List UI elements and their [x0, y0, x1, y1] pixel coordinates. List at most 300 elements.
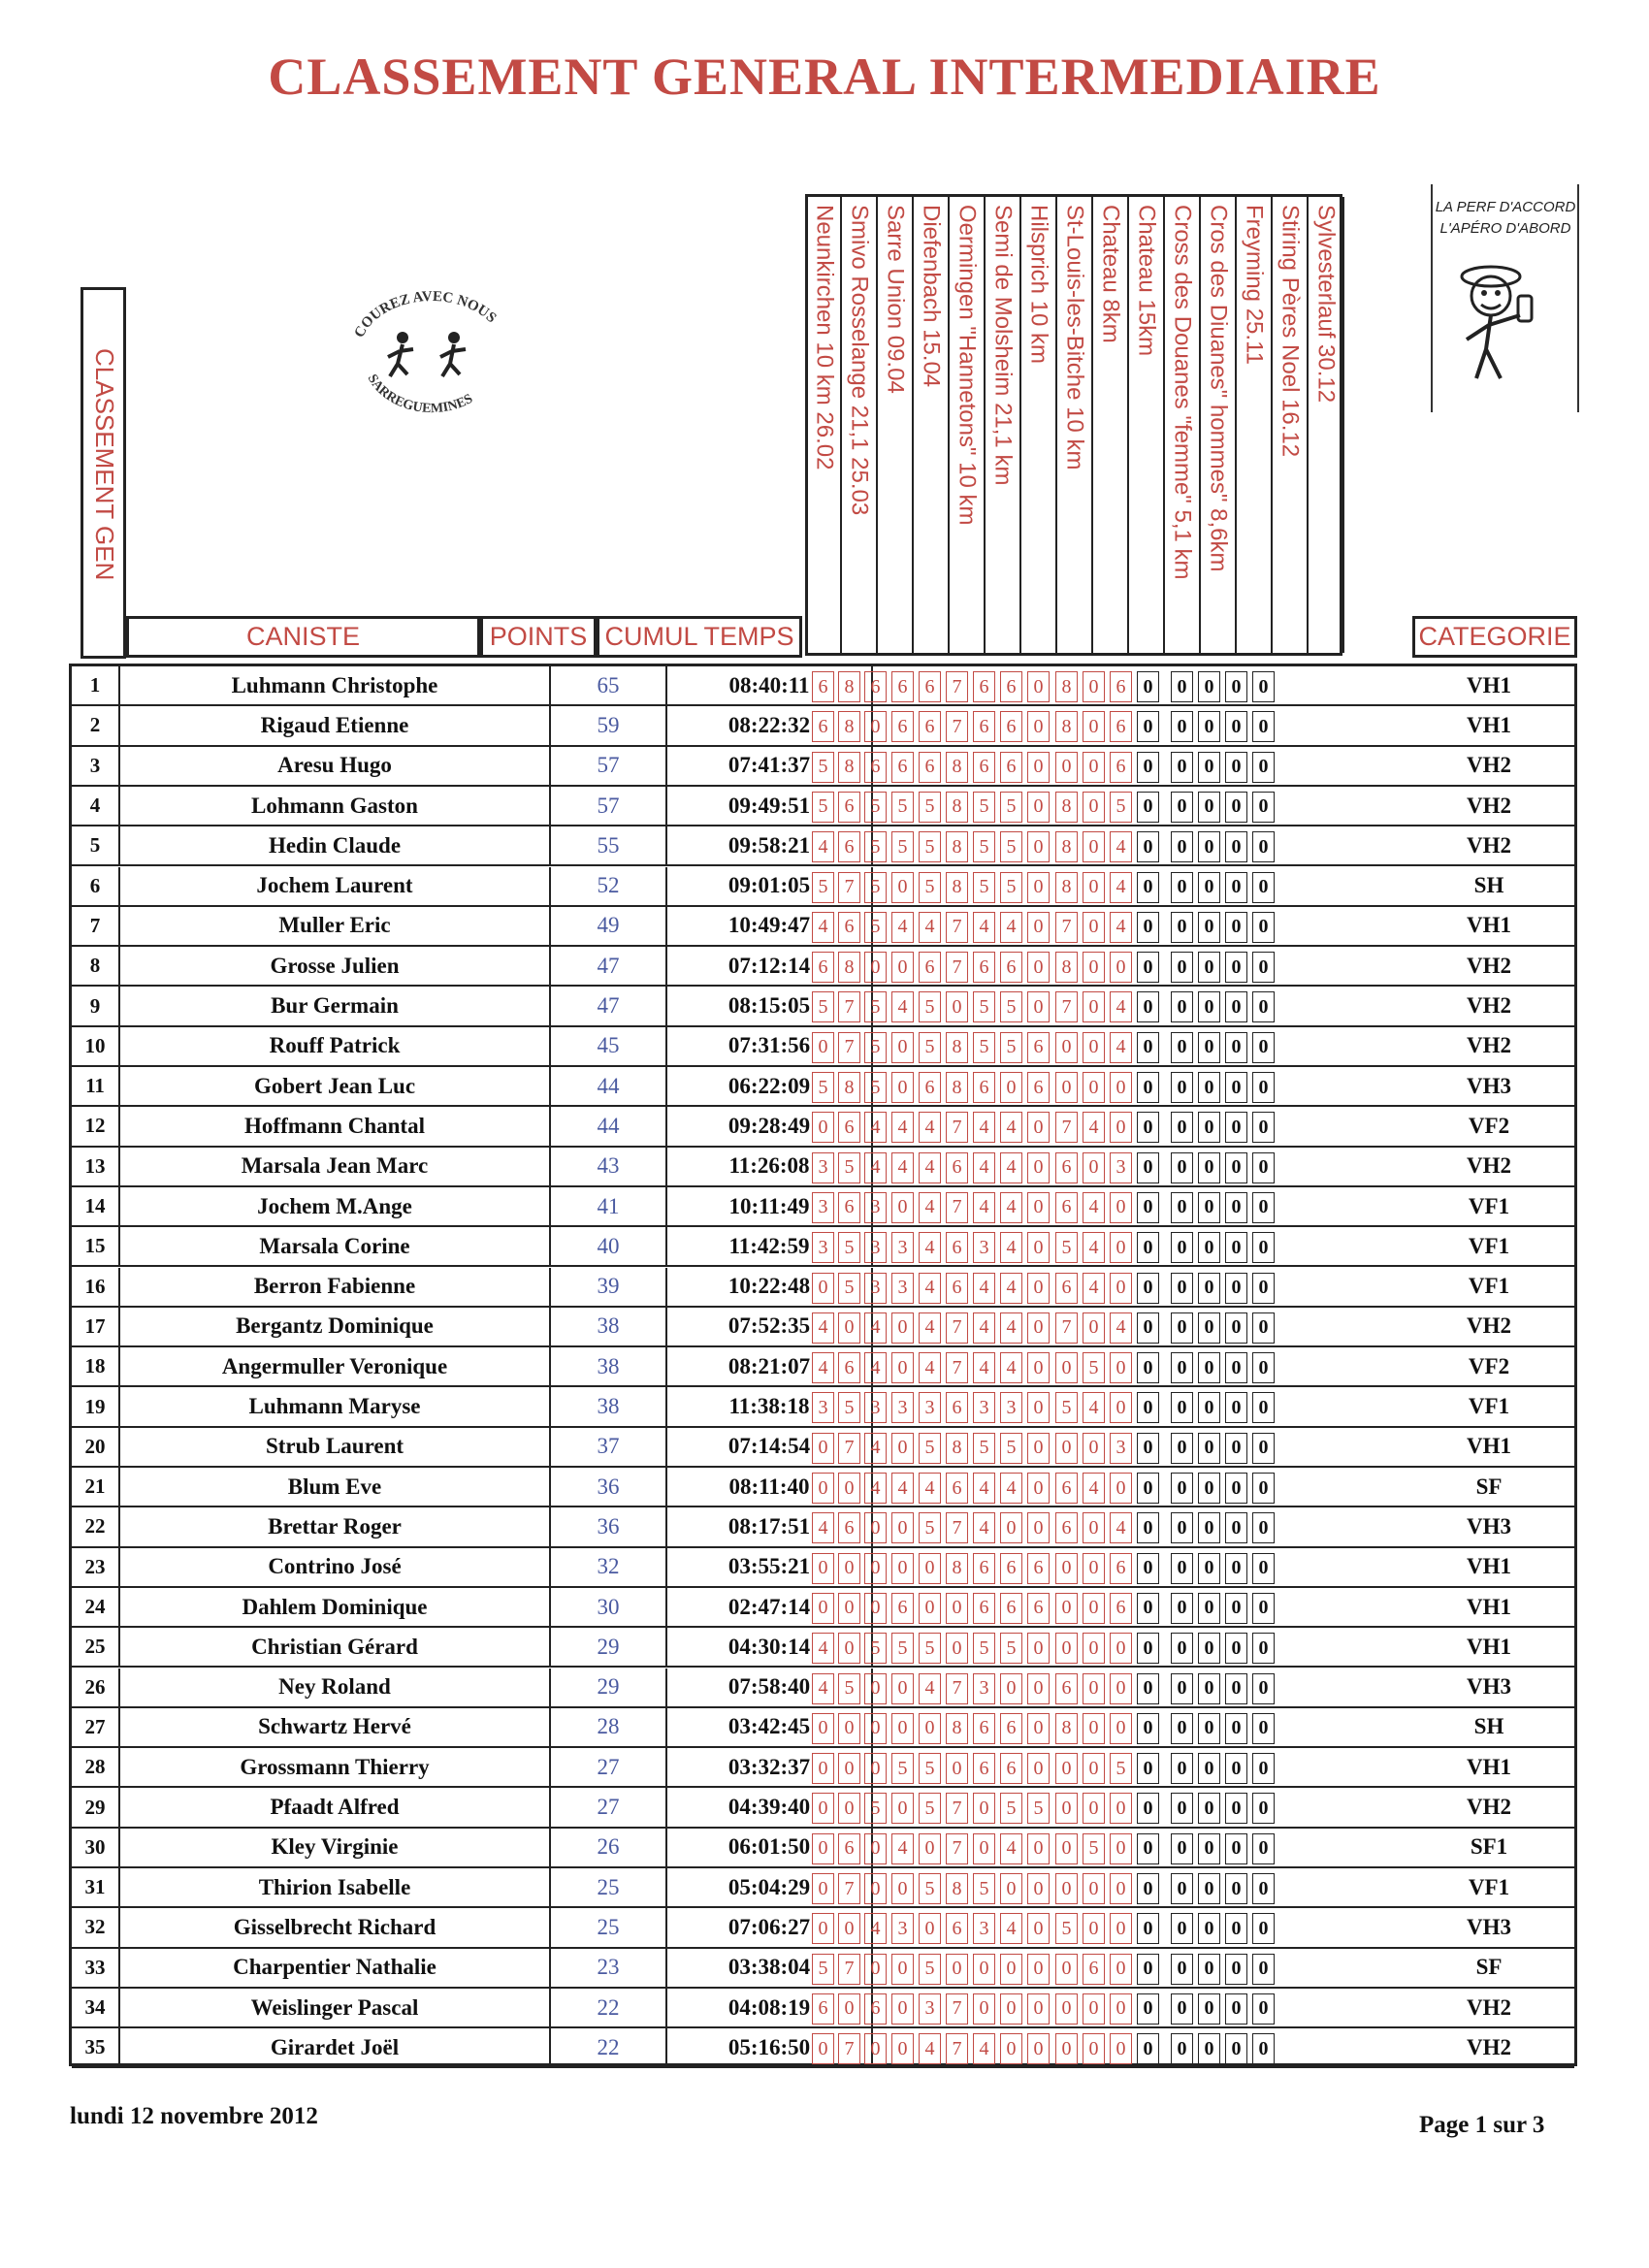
score-cell: 4: [1110, 1512, 1132, 1543]
score-cell: 3: [1110, 1433, 1132, 1464]
score-cell: 0: [1137, 1232, 1159, 1263]
score-cell: 4: [1083, 1273, 1105, 1304]
time-cell: 09:01:05: [667, 867, 873, 905]
score-cell: 4: [919, 1112, 941, 1143]
score-cell: 5: [919, 792, 941, 823]
score-cell: 0: [1055, 1593, 1078, 1624]
score-cell: 4: [1110, 991, 1132, 1022]
score-cell: 0: [1252, 1032, 1275, 1063]
score-cell: 0: [1198, 711, 1220, 742]
score-cell: 0: [1252, 1593, 1275, 1624]
score-cell: 0: [1110, 1232, 1132, 1263]
score-cell: 0: [1225, 991, 1247, 1022]
score-cell: 5: [891, 1633, 914, 1664]
time-cell: 02:47:14: [667, 1588, 873, 1626]
rank-cell: 7: [72, 907, 120, 945]
score-cell: 4: [891, 991, 914, 1022]
score-cell: 4: [864, 1913, 887, 1944]
score-cell: 0: [1171, 1993, 1193, 2025]
score-cell: 5: [973, 1873, 995, 1904]
race-header-label: Sylvesterlauf 30.12: [1312, 205, 1340, 404]
score-cell: 0: [1198, 1512, 1220, 1543]
rank-cell: 27: [72, 1708, 120, 1746]
score-cell: 0: [1198, 671, 1220, 702]
rank-cell: 29: [72, 1788, 120, 1826]
score-cell: 7: [946, 1833, 968, 1864]
ranking-table: [69, 664, 1577, 2066]
score-cell: 6: [1055, 1152, 1078, 1183]
score-cell: 0: [838, 1473, 860, 1504]
table-row: [72, 1628, 1574, 1668]
table-row: [72, 747, 1574, 787]
score-cell: 0: [1027, 671, 1050, 702]
score-cell: 0: [1252, 1713, 1275, 1744]
category-cell: VH3: [1467, 1674, 1511, 1700]
score-cell: 0: [1137, 792, 1159, 823]
score-cell: 0: [1000, 1673, 1022, 1704]
score-cell: 0: [1198, 1993, 1220, 2025]
score-cell: 4: [812, 1673, 834, 1704]
score-cell: 4: [864, 1352, 887, 1383]
score-cell: 4: [919, 2033, 941, 2064]
score-cell: 6: [838, 831, 860, 862]
score-cell: 4: [919, 912, 941, 943]
score-cell: 5: [838, 1392, 860, 1423]
points-cell: 27: [551, 1788, 667, 1826]
time-cell: 04:08:19: [667, 1989, 873, 2026]
score-cell: 4: [973, 1192, 995, 1223]
score-cell: 8: [946, 1032, 968, 1063]
table-row: [72, 1748, 1574, 1788]
score-cell: 6: [1000, 1753, 1022, 1784]
category-cell: VF1: [1468, 1233, 1510, 1258]
rank-cell: 34: [72, 1989, 120, 2026]
score-cell: 0: [973, 1954, 995, 1985]
score-cell: 8: [946, 1713, 968, 1744]
score-cell: 4: [1110, 872, 1132, 903]
score-cell: 0: [1027, 1873, 1050, 1904]
score-cell: 4: [973, 1512, 995, 1543]
race-header-6: [986, 197, 1021, 653]
score-cell: 0: [1027, 1954, 1050, 1985]
score-cell: 0: [891, 1032, 914, 1063]
score-cell: 4: [1000, 912, 1022, 943]
score-cell: 6: [1110, 1553, 1132, 1584]
name-cell: Luhmann Christophe: [120, 666, 551, 704]
score-cell: 0: [1171, 1673, 1193, 1704]
name-cell: Hedin Claude: [120, 826, 551, 864]
score-cell: 0: [1137, 872, 1159, 903]
score-cell: 4: [1000, 1473, 1022, 1504]
score-cell: 6: [1110, 671, 1132, 702]
score-cell: 0: [1252, 1473, 1275, 1504]
score-cell: 6: [838, 1112, 860, 1143]
race-header-label: Stiring Pères Noel 16.12: [1277, 205, 1304, 458]
score-cell: 0: [1027, 1232, 1050, 1263]
score-cell: 4: [1000, 1232, 1022, 1263]
score-cell: 4: [864, 1312, 887, 1344]
score-cell: 3: [864, 1273, 887, 1304]
score-cell: 8: [1055, 872, 1078, 903]
score-cell: 6: [864, 671, 887, 702]
score-cell: 0: [1252, 991, 1275, 1022]
time-cell: 11:42:59: [667, 1227, 873, 1265]
score-cell: 0: [1252, 1312, 1275, 1344]
score-cell: 7: [946, 1993, 968, 2025]
score-cell: 0: [1171, 792, 1193, 823]
points-cell: 39: [551, 1268, 667, 1306]
score-cell: 7: [1055, 912, 1078, 943]
points-cell: 52: [551, 867, 667, 905]
score-cell: 6: [946, 1913, 968, 1944]
score-cell: 0: [1083, 1512, 1105, 1543]
score-cell: 0: [1110, 2033, 1132, 2064]
club-logo-right: [1431, 184, 1579, 412]
score-cell: 5: [838, 1273, 860, 1304]
score-cell: 3: [864, 1232, 887, 1263]
score-cell: 0: [1198, 1833, 1220, 1864]
score-cell: 4: [973, 1312, 995, 1344]
points-cell: 40: [551, 1227, 667, 1265]
score-cell: 0: [1137, 1633, 1159, 1664]
score-cell: 0: [812, 1473, 834, 1504]
score-cell: 5: [1055, 1232, 1078, 1263]
score-cell: 4: [1000, 1273, 1022, 1304]
score-cell: 0: [1225, 1673, 1247, 1704]
score-cell: 0: [1171, 831, 1193, 862]
score-cell: 6: [812, 671, 834, 702]
score-cell: 3: [812, 1192, 834, 1223]
rank-cell: 15: [72, 1227, 120, 1265]
category-cell: VH1: [1467, 1754, 1511, 1779]
score-cell: 0: [1225, 1072, 1247, 1103]
score-cell: 0: [1000, 1512, 1022, 1543]
score-cell: 0: [1083, 1713, 1105, 1744]
score-cell: 3: [1000, 1392, 1022, 1423]
score-cell: 0: [1083, 1312, 1105, 1344]
score-cell: 6: [812, 711, 834, 742]
score-cell: 0: [1225, 1633, 1247, 1664]
score-cell: 0: [891, 1072, 914, 1103]
score-cell: 4: [812, 1312, 834, 1344]
score-cell: 0: [1252, 1352, 1275, 1383]
score-cell: 0: [1171, 1793, 1193, 1824]
score-cell: 0: [812, 1753, 834, 1784]
score-cell: 6: [838, 1352, 860, 1383]
time-cell: 08:22:32: [667, 706, 873, 744]
score-cell: 6: [891, 752, 914, 783]
score-cell: 6: [1000, 1713, 1022, 1744]
score-cell: 0: [812, 1913, 834, 1944]
score-cell: 6: [1027, 1593, 1050, 1624]
score-cell: 0: [1137, 912, 1159, 943]
score-cell: 6: [1055, 1192, 1078, 1223]
points-cell: 22: [551, 2028, 667, 2066]
category-cell: VF2: [1468, 1353, 1510, 1378]
score-cell: 4: [919, 1152, 941, 1183]
score-cell: 3: [891, 1273, 914, 1304]
time-cell: 03:32:37: [667, 1748, 873, 1786]
score-cell: 6: [946, 1273, 968, 1304]
score-cell: 0: [1027, 1713, 1050, 1744]
score-cell: 0: [1171, 1593, 1193, 1624]
category-cell: VF1: [1468, 1193, 1510, 1218]
category-cell: VH1: [1467, 1554, 1511, 1579]
rank-cell: 22: [72, 1507, 120, 1545]
name-cell: Angermuller Veronique: [120, 1347, 551, 1385]
name-cell: Bergantz Dominique: [120, 1308, 551, 1345]
score-cell: 0: [1083, 1753, 1105, 1784]
score-cell: 6: [946, 1392, 968, 1423]
rank-cell: 26: [72, 1669, 120, 1706]
time-cell: 06:01:50: [667, 1829, 873, 1866]
score-cell: 6: [1000, 671, 1022, 702]
score-cell: 5: [1110, 1753, 1132, 1784]
table-row: [72, 987, 1574, 1026]
score-cell: 0: [1198, 1352, 1220, 1383]
name-cell: Jochem Laurent: [120, 867, 551, 905]
score-cell: 0: [1171, 1352, 1193, 1383]
score-cell: 0: [1198, 1312, 1220, 1344]
score-cell: 0: [1225, 1873, 1247, 1904]
time-cell: 07:31:56: [667, 1027, 873, 1065]
time-cell: 07:52:35: [667, 1308, 873, 1345]
score-cell: 4: [1000, 1913, 1022, 1944]
score-cell: 0: [1083, 1433, 1105, 1464]
score-cell: 0: [1171, 671, 1193, 702]
category-cell: VH2: [1467, 1033, 1511, 1058]
score-cell: 6: [891, 1593, 914, 1624]
race-header-7: [1021, 197, 1057, 653]
score-cell: 0: [1083, 952, 1105, 983]
score-cell: 5: [1000, 831, 1022, 862]
score-cell: 0: [1055, 1553, 1078, 1584]
race-header-label: Neunkirchen 10 km 26.02: [811, 205, 838, 470]
score-cell: 5: [1000, 1433, 1022, 1464]
score-cell: 0: [1171, 1753, 1193, 1784]
score-cell: 0: [1252, 1273, 1275, 1304]
score-cell: 4: [891, 1833, 914, 1864]
score-cell: 3: [891, 1913, 914, 1944]
points-cell: 44: [551, 1107, 667, 1145]
score-cell: 4: [864, 1152, 887, 1183]
score-cell: 0: [864, 1954, 887, 1985]
score-cell: 0: [1225, 1312, 1247, 1344]
score-cell: 0: [838, 1633, 860, 1664]
score-cell: 0: [919, 1913, 941, 1944]
score-cell: 6: [838, 1192, 860, 1223]
rank-cell: 24: [72, 1588, 120, 1626]
header-cumul-temps: CUMUL TEMPS: [597, 616, 802, 658]
category-cell: VH3: [1467, 1914, 1511, 1939]
score-cell: 6: [946, 1232, 968, 1263]
score-cell: 0: [1027, 752, 1050, 783]
score-cell: 5: [1055, 1392, 1078, 1423]
score-cell: 5: [1000, 792, 1022, 823]
table-row: [72, 1067, 1574, 1107]
score-cell: 0: [1225, 1512, 1247, 1543]
score-cell: 6: [973, 1713, 995, 1744]
score-cell: 0: [1110, 1273, 1132, 1304]
score-cell: 5: [973, 1032, 995, 1063]
score-cell: 0: [1198, 912, 1220, 943]
score-cell: 0: [1198, 1112, 1220, 1143]
score-cell: 0: [891, 1993, 914, 2025]
name-cell: Girardet Joël: [120, 2028, 551, 2066]
score-cell: 6: [1000, 711, 1022, 742]
svg-text:SARREGUEMINES: [365, 373, 476, 417]
score-cell: 0: [1225, 792, 1247, 823]
points-cell: 25: [551, 1868, 667, 1906]
score-cell: 7: [838, 1873, 860, 1904]
score-cell: 3: [1110, 1152, 1132, 1183]
name-cell: Thirion Isabelle: [120, 1868, 551, 1906]
logo-left-text-top: COUREZ AVEC NOUS: [351, 288, 500, 340]
score-cell: 0: [1252, 1913, 1275, 1944]
score-cell: 6: [1110, 752, 1132, 783]
score-cell: 0: [838, 1753, 860, 1784]
score-cell: 0: [1137, 1553, 1159, 1584]
name-cell: Schwartz Hervé: [120, 1708, 551, 1746]
score-cell: 5: [838, 1152, 860, 1183]
score-cell: 0: [973, 1833, 995, 1864]
score-cell: 4: [973, 2033, 995, 2064]
score-cell: 0: [1137, 1954, 1159, 1985]
score-cell: 0: [1027, 952, 1050, 983]
rank-cell: 19: [72, 1387, 120, 1425]
score-cell: 7: [946, 952, 968, 983]
score-cell: 0: [1225, 1833, 1247, 1864]
score-cell: 5: [864, 831, 887, 862]
score-cell: 0: [1000, 1072, 1022, 1103]
score-cell: 0: [1171, 912, 1193, 943]
score-cell: 5: [973, 831, 995, 862]
table-row: [72, 1308, 1574, 1347]
score-cell: 0: [1137, 1593, 1159, 1624]
score-cell: 5: [812, 991, 834, 1022]
score-cell: 0: [1252, 1954, 1275, 1985]
score-cell: 0: [1110, 1473, 1132, 1504]
score-cell: 0: [919, 1713, 941, 1744]
score-cell: 6: [1000, 952, 1022, 983]
score-cell: 4: [1000, 1352, 1022, 1383]
score-cell: 4: [891, 1473, 914, 1504]
score-cell: 0: [1110, 1913, 1132, 1944]
category-cell: VH1: [1467, 712, 1511, 737]
score-cell: 4: [864, 1433, 887, 1464]
score-cell: 0: [891, 952, 914, 983]
score-cell: 3: [812, 1392, 834, 1423]
score-cell: 5: [919, 872, 941, 903]
score-cell: 0: [812, 1112, 834, 1143]
points-cell: 29: [551, 1628, 667, 1666]
score-cell: 8: [1055, 1713, 1078, 1744]
score-cell: 0: [812, 1873, 834, 1904]
score-cell: 0: [1055, 752, 1078, 783]
name-cell: Weislinger Pascal: [120, 1989, 551, 2026]
race-header-label: Sarre Union 09.04: [882, 205, 909, 394]
score-cell: 7: [838, 1433, 860, 1464]
race-header-label: Semi de Molsheim 21,1 km: [989, 205, 1017, 486]
score-cell: 0: [864, 711, 887, 742]
score-cell: 0: [1252, 711, 1275, 742]
score-cell: 4: [1000, 1312, 1022, 1344]
score-cell: 0: [1198, 1673, 1220, 1704]
score-cell: 7: [1055, 1112, 1078, 1143]
score-cell: 8: [946, 1433, 968, 1464]
score-cell: 0: [1027, 1913, 1050, 1944]
score-cell: 7: [946, 1192, 968, 1223]
score-cell: 4: [919, 1473, 941, 1504]
category-cell: VH2: [1467, 753, 1511, 778]
score-cell: 0: [973, 1793, 995, 1824]
score-cell: 0: [891, 1673, 914, 1704]
score-cell: 0: [1083, 2033, 1105, 2064]
score-cell: 0: [1225, 1793, 1247, 1824]
score-cell: 0: [1137, 1392, 1159, 1423]
score-cell: 0: [864, 1673, 887, 1704]
score-cell: 0: [1027, 1192, 1050, 1223]
score-cell: 3: [973, 1913, 995, 1944]
points-cell: 36: [551, 1507, 667, 1545]
score-cell: 6: [812, 1993, 834, 2025]
score-cell: 0: [1027, 1112, 1050, 1143]
name-cell: Pfaadt Alfred: [120, 1788, 551, 1826]
rank-cell: 3: [72, 747, 120, 785]
score-cell: 4: [1083, 1473, 1105, 1504]
score-cell: 0: [1225, 1553, 1247, 1584]
score-cell: 0: [1225, 1152, 1247, 1183]
score-cell: 4: [973, 1352, 995, 1383]
score-cell: 0: [812, 2033, 834, 2064]
score-cell: 6: [973, 1553, 995, 1584]
score-cell: 5: [812, 752, 834, 783]
score-cell: 6: [973, 1753, 995, 1784]
score-cell: 0: [1198, 1433, 1220, 1464]
score-cell: 4: [919, 1192, 941, 1223]
score-cell: 6: [919, 1072, 941, 1103]
rank-cell: 1: [72, 666, 120, 704]
rank-cell: 23: [72, 1548, 120, 1586]
score-cell: 8: [1055, 711, 1078, 742]
score-cell: 7: [946, 671, 968, 702]
race-header-label: Hilsprich 10 km: [1025, 205, 1052, 365]
race-header-3: [878, 197, 914, 653]
score-cell: 6: [1055, 1673, 1078, 1704]
score-cell: 0: [1252, 1112, 1275, 1143]
score-cell: 0: [1055, 2033, 1078, 2064]
name-cell: Contrino José: [120, 1548, 551, 1586]
score-cell: 5: [973, 1433, 995, 1464]
score-cell: 8: [838, 1072, 860, 1103]
score-cell: 0: [1137, 711, 1159, 742]
score-cell: 4: [919, 1673, 941, 1704]
points-cell: 45: [551, 1027, 667, 1065]
score-cell: 0: [946, 991, 968, 1022]
score-cell: 0: [1083, 991, 1105, 1022]
points-cell: 44: [551, 1067, 667, 1105]
category-cell: SF: [1475, 1474, 1503, 1499]
score-cell: 0: [1171, 1032, 1193, 1063]
score-cell: 5: [1000, 991, 1022, 1022]
score-cell: 0: [1252, 1793, 1275, 1824]
score-cell: 4: [1083, 1192, 1105, 1223]
name-cell: Dahlem Dominique: [120, 1588, 551, 1626]
score-cell: 5: [1083, 1352, 1105, 1383]
race-header-label: Freyming 25.11: [1241, 205, 1268, 365]
score-cell: 4: [812, 1633, 834, 1664]
score-cell: 0: [1110, 1673, 1132, 1704]
